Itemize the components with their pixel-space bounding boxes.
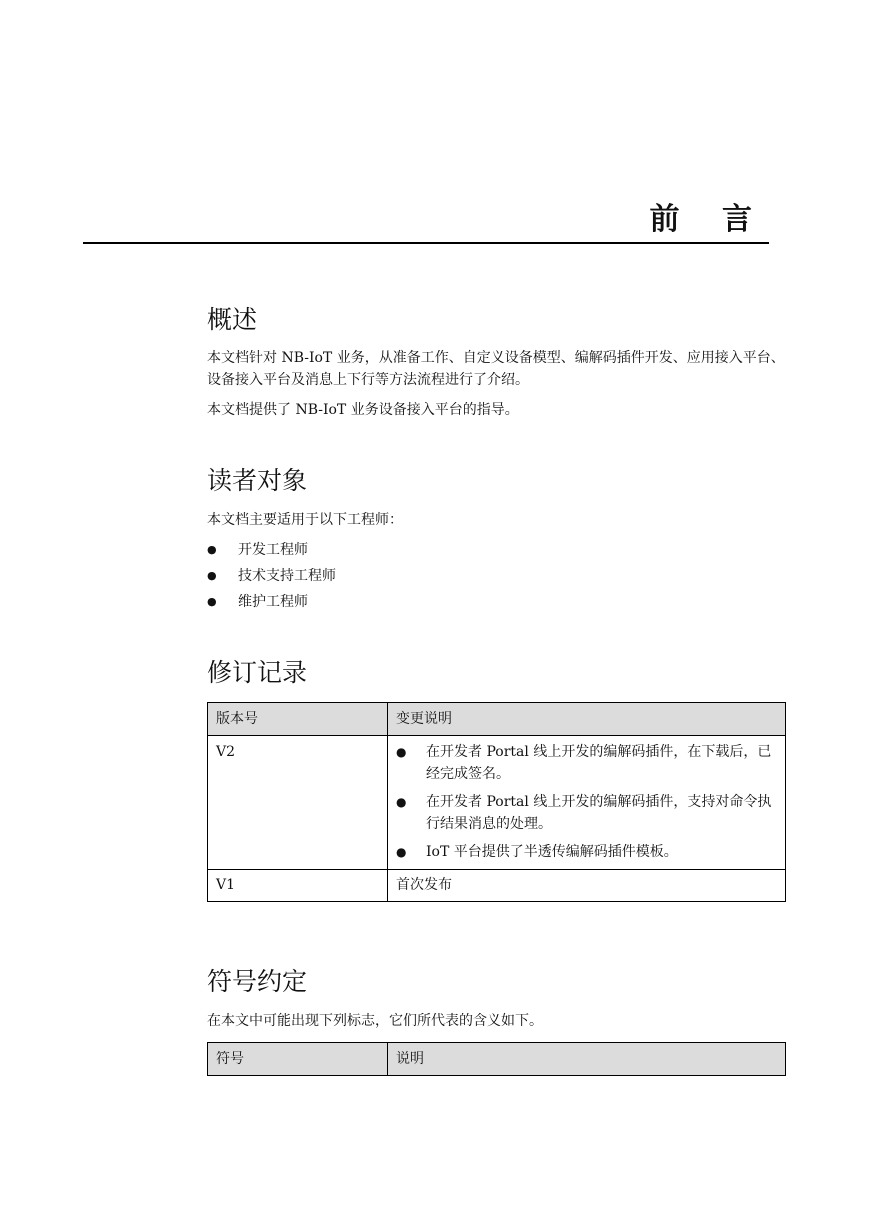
symbols-table <box>207 1042 786 1076</box>
table-header-row <box>208 703 786 736</box>
list-item-text: 在开发者 Portal 线上开发的编解码插件，支持对命令执行结果消息的处理。 <box>426 794 772 832</box>
bullet-icon: ● <box>207 543 217 556</box>
title-rule <box>83 242 769 244</box>
symbols-intro: 在本文中可能出现下列标志，它们所代表的含义如下。 <box>207 1013 543 1029</box>
table-header-cell: 版本号 <box>208 703 388 736</box>
bullet-icon: ● <box>207 569 217 582</box>
overview-paragraph-2: 本文档提供了 NB-IoT 业务设备接入平台的指导。 <box>207 402 519 418</box>
list-item-text: 技术支持工程师 <box>238 568 336 584</box>
symbols-heading: 符号约定 <box>207 967 308 996</box>
audience-list <box>207 539 336 617</box>
revision-heading: 修订记录 <box>207 658 308 687</box>
list-item <box>396 741 777 785</box>
table-header-cell: 变更说明 <box>388 703 786 736</box>
version-cell: V2 <box>208 736 388 870</box>
table-row <box>208 736 786 870</box>
changes-cell <box>388 736 786 870</box>
bullet-icon: ● <box>207 595 217 608</box>
page-title: 前 言 <box>649 202 768 237</box>
bullet-icon: ● <box>396 845 407 859</box>
revision-table <box>207 702 786 902</box>
audience-intro: 本文档主要适用于以下工程师： <box>207 512 403 528</box>
list-item-text: 开发工程师 <box>238 542 308 558</box>
table-header-cell: 符号 <box>208 1043 388 1076</box>
changes-list <box>396 741 777 863</box>
bullet-icon: ● <box>396 795 407 809</box>
list-item <box>207 539 336 565</box>
table-header-row <box>208 1043 786 1076</box>
list-item-text: 维护工程师 <box>238 594 308 610</box>
list-item <box>396 791 777 835</box>
table-header-cell: 说明 <box>388 1043 786 1076</box>
table-row <box>208 870 786 902</box>
version-cell: V1 <box>208 870 388 902</box>
list-item-text: 在开发者 Portal 线上开发的编解码插件，在下载后，已经完成签名。 <box>426 744 772 782</box>
list-item <box>207 565 336 591</box>
description-cell: 首次发布 <box>388 870 786 902</box>
bullet-icon: ● <box>396 745 407 759</box>
list-item <box>207 591 336 617</box>
list-item-text: IoT 平台提供了半透传编解码插件模板。 <box>426 844 678 860</box>
overview-heading: 概述 <box>207 305 258 334</box>
list-item <box>396 841 777 863</box>
audience-heading: 读者对象 <box>207 466 308 495</box>
overview-paragraph-1: 本文档针对 NB-IoT 业务，从准备工作、自定义设备模型、编解码插件开发、应用接入平台、设备接入平台及消息上下行等方法流程进行了介绍。 <box>207 350 785 388</box>
